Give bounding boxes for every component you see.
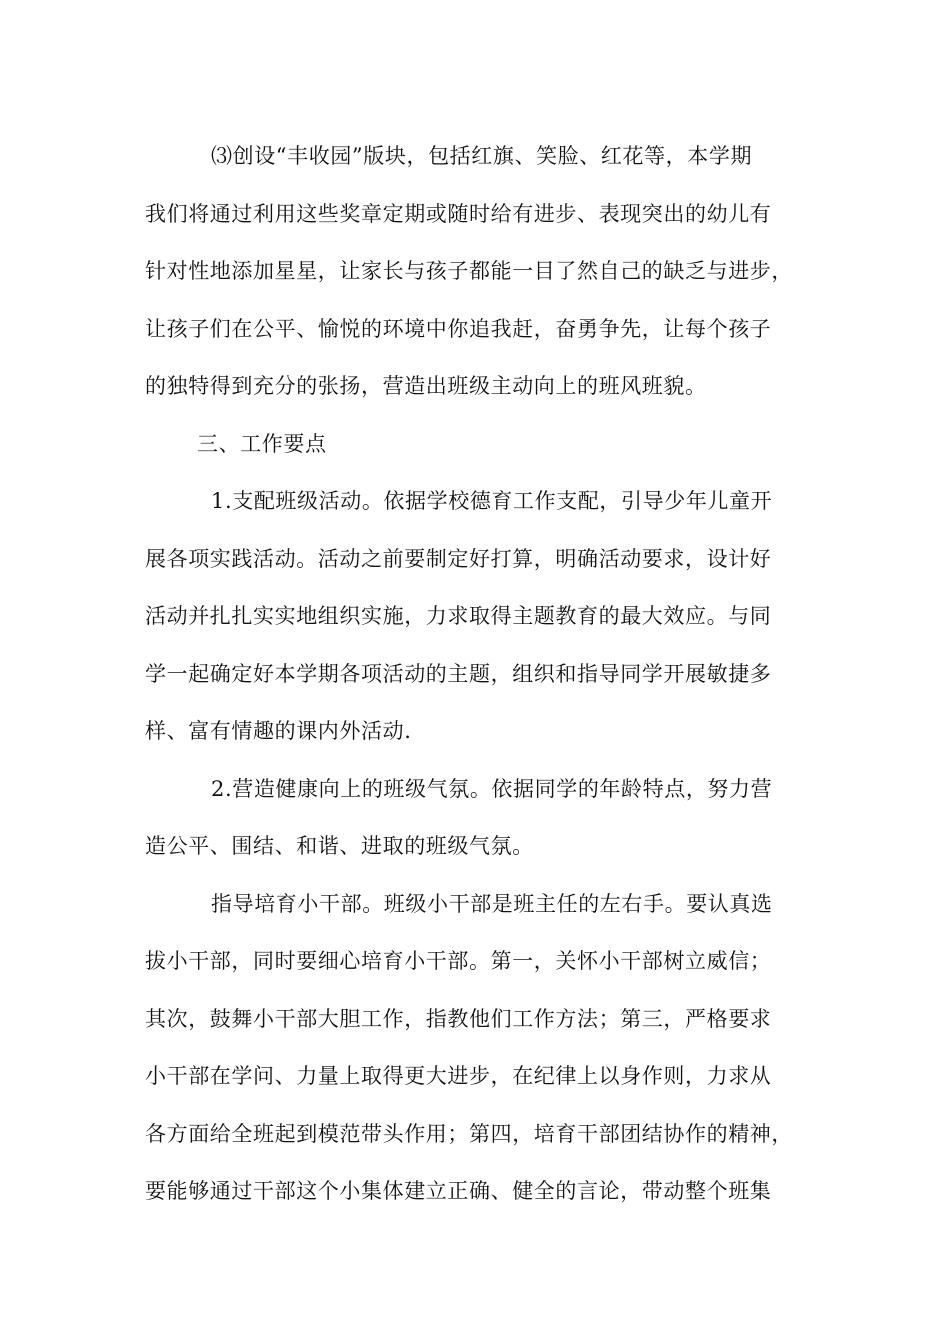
paragraph-line: 我们将通过利用这些奖章定期或随时给有进步、表现突出的幼儿有: [145, 201, 772, 226]
paragraph-line: 要能够通过干部这个小集体建立正确、健全的言论，带动整个班集: [145, 1179, 772, 1203]
document-body: [145, 128, 825, 1221]
paragraph-line: 展各项实践活动。活动之前要制定好打算，明确活动要求，设计好: [145, 546, 772, 571]
paragraph-line: ⑶创设“丰收园”版块，包括红旗、笑脸、红花等，本学期: [211, 144, 753, 168]
paragraph-line: 的独特得到充分的张扬，营造出班级主动向上的班风班貌。: [145, 374, 707, 398]
paragraph-line: 其次，鼓舞小干部大胆工作，指教他们工作方法；第三，严格要求: [145, 1006, 772, 1031]
paragraph-line: 学一起确定好本学期各项活动的主题，组织和指导同学开展敏捷多: [145, 661, 772, 686]
paragraph-line: 拔小干部，同时要细心培育小干部。第一，关怀小干部树立威信；: [145, 949, 772, 973]
section-heading: 三、工作要点: [197, 431, 327, 456]
paragraph-line: 活动并扎扎实实地组织实施，力求取得主题教育的最大效应。与同: [145, 604, 772, 628]
paragraph-line: 小干部在学问、力量上取得更大进步，在纪律上以身作则，力求从: [145, 1064, 772, 1088]
paragraph-line: 让孩子们在公平、愉悦的环境中你追我赶，奋勇争先，让每个孩子: [145, 316, 772, 341]
paragraph-line: 样、富有情趣的课内外活动.: [145, 719, 412, 743]
paragraph-line: 2.营造健康向上的班级气氛。依据同学的年龄特点，努力营: [211, 776, 773, 801]
paragraph-line: 1.支配班级活动。依据学校德育工作支配，引导少年儿童开: [211, 489, 773, 513]
paragraph-line: 针对性地添加星星，让家长与孩子都能一目了然自己的缺乏与进步，: [145, 259, 793, 283]
paragraph-line: 指导培育小干部。班级小干部是班主任的左右手。要认真选: [211, 891, 773, 916]
paragraph-line: 造公平、围结、和谐、进取的班级气氛。: [145, 834, 534, 858]
paragraph-line: 各方面给全班起到模范带头作用；第四，培育干部团结协作的精神，: [145, 1121, 793, 1146]
